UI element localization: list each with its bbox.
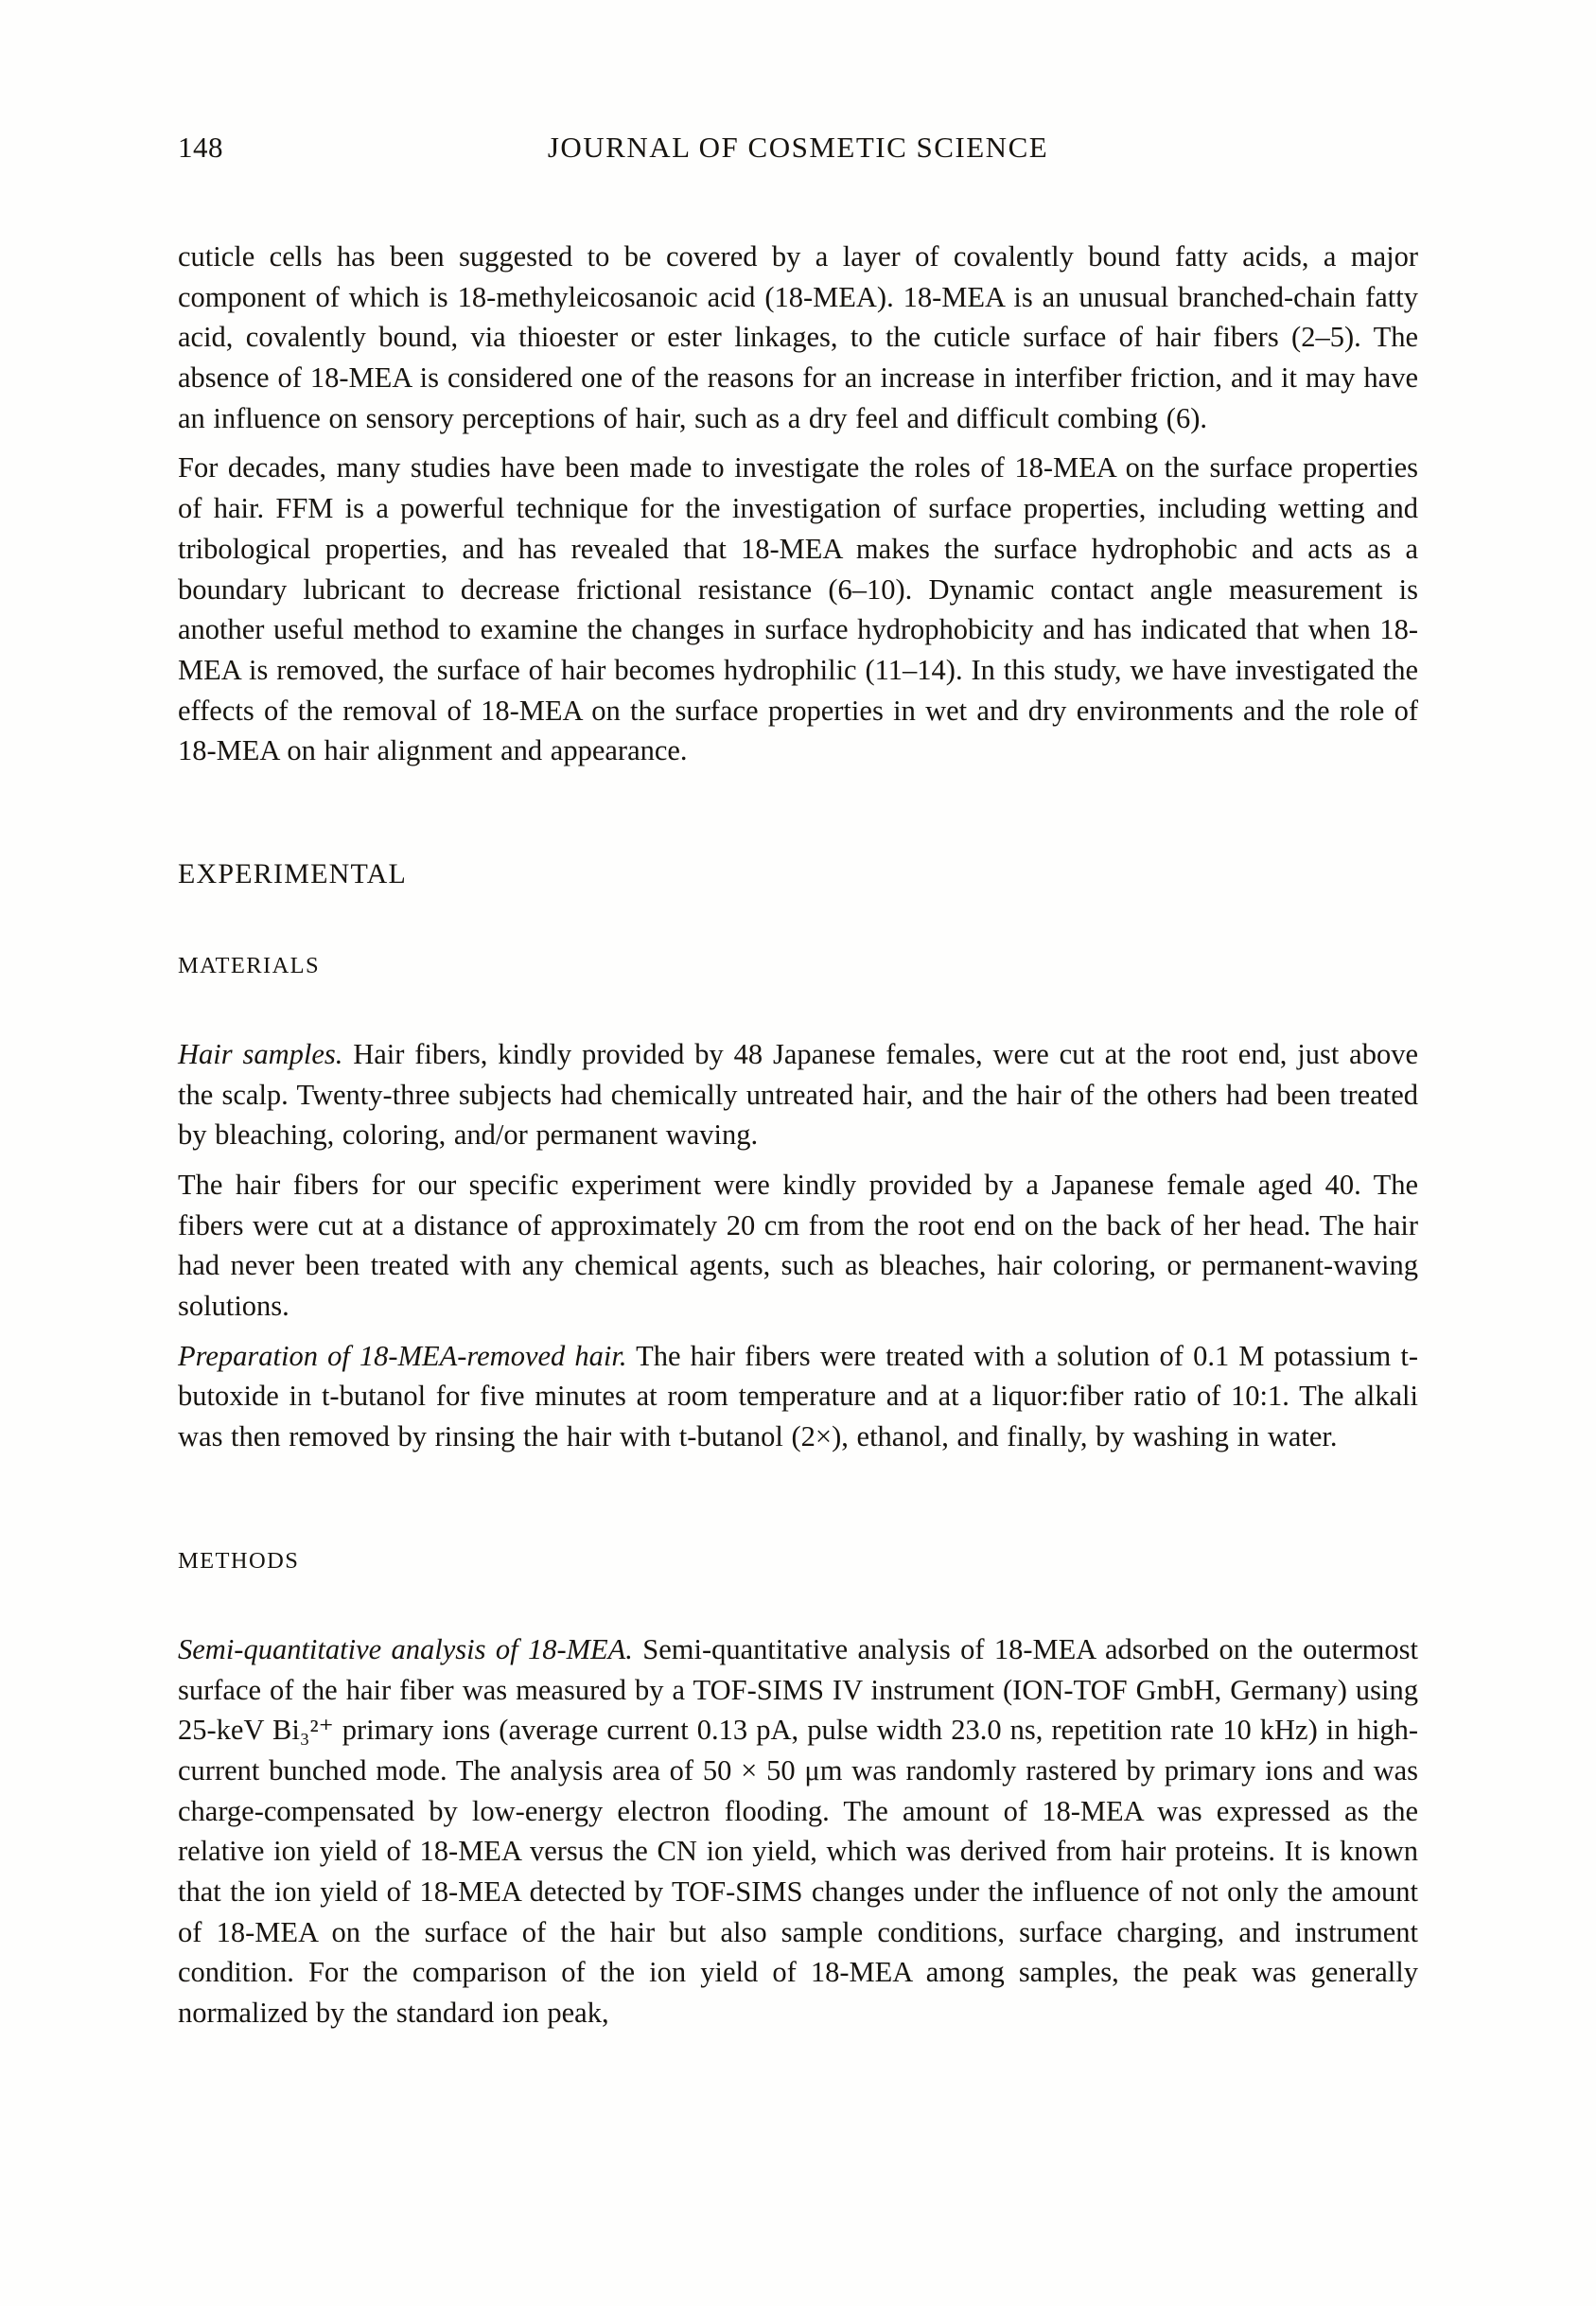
paragraph-text: The hair fibers for our specific experiment were kindly provided by a Japanese female aged 40. The fibers were cut at a distance of approximately 20 cm from the root end on the back of her head. The hair had never been treated with any chemical agents, such as bleaches, hair coloring, or permanent-waving solutions. bbox=[178, 1169, 1418, 1323]
paragraph-preparation bbox=[178, 1336, 1418, 1457]
paragraph-semi-quantitative bbox=[178, 1629, 1418, 2033]
section-heading-experimental: EXPERIMENTAL bbox=[178, 857, 407, 889]
paragraph-lead-hair-samples: Hair samples. bbox=[178, 1037, 343, 1070]
paragraph-lead-semi-quantitative: Semi-quantitative analysis of 18-MEA. bbox=[178, 1632, 633, 1665]
paragraph-text: The hair fibers were treated with a solution of 0.1 M potassium t-butoxide in t-butanol for five minutes at room temperature and at a liquor:fiber ratio of 10:1. The alkali was then removed by rinsing the hair with t-butanol (2×), ethanol, and finally, by washing in water. bbox=[178, 1339, 1418, 1453]
subsection-heading-methods: METHODS bbox=[178, 1547, 300, 1574]
subsection-heading-materials: MATERIALS bbox=[178, 952, 321, 978]
page-header bbox=[178, 131, 1418, 170]
article-body bbox=[178, 237, 1418, 2033]
paragraph-lead-preparation: Preparation of 18-MEA-removed hair. bbox=[178, 1339, 627, 1372]
paragraph-cuticle-cells bbox=[178, 237, 1418, 438]
journal-title: JOURNAL OF COSMETIC SCIENCE bbox=[547, 131, 1049, 164]
paragraph-text: Semi-quantitative analysis of 18-MEA adsorbed on the outermost surface of the hair fiber was measured by a TOF-SIMS IV instrument (ION-TOF GmbH, Germany) using 25-keV Bi₃²⁺ primary ions (average current 0.13 pA, pulse width 23.0 ns, repetition rate 10 kHz) in high-current bunched mode. The analysis area of 50 × 50 μm was randomly rastered by primary ions and was charge-compensated by low-energy electron flooding. The amount of 18-MEA was expressed as the relative ion yield of 18-MEA versus the CN ion yield, which was derived from hair proteins. It is known that the ion yield of 18-MEA detected by TOF-SIMS changes under the influence of not only the amount of 18-MEA on the surface of the hair but also sample conditions, surface charging, and instrument condition. For the comparison of the ion yield of 18-MEA among samples, the peak was generally normalized by the standard ion peak, bbox=[178, 1632, 1418, 2029]
paragraph-text: For decades, many studies have been made to investigate the roles of 18-MEA on the surface properties of hair. FFM is a powerful technique for the investigation of surface properties, including wetting and tribological properties, and has revealed that 18-MEA makes the surface hydrophobic and acts as a boundary lubricant to decrease frictional resistance (6–10). Dynamic contact angle measurement is another useful method to examine the changes in surface hydrophobicity and has indicated that when 18-MEA is removed, the surface of hair becomes hydrophilic (11–14). In this study, we have investigated the effects of the removal of 18-MEA on the surface properties in wet and dry environments and the role of 18-MEA on hair alignment and appearance. bbox=[178, 451, 1418, 767]
paragraph-specific-experiment bbox=[178, 1165, 1418, 1327]
paragraph-text: Hair fibers, kindly provided by 48 Japanese females, were cut at the root end, just above the scalp. Twenty-three subjects had chemically untreated hair, and the hair of the others had been treated by bleaching, coloring, and/or permanent waving. bbox=[178, 1037, 1418, 1152]
page-number: 148 bbox=[178, 131, 223, 164]
paragraph-hair-samples bbox=[178, 1034, 1418, 1155]
paragraph-for-decades bbox=[178, 448, 1418, 771]
paragraph-text: cuticle cells has been suggested to be covered by a layer of covalently bound fatty acids, a major component of which is 18-methyleicosanoic acid (18-MEA). 18-MEA is an unusual branched-chain fatty acid, covalently bound, via thioester or ester linkages, to the cuticle surface of hair fibers (2–5). The absence of 18-MEA is considered one of the reasons for an increase in interfiber friction, and it may have an influence on sensory perceptions of hair, such as a dry feel and difficult combing (6). bbox=[178, 240, 1418, 434]
